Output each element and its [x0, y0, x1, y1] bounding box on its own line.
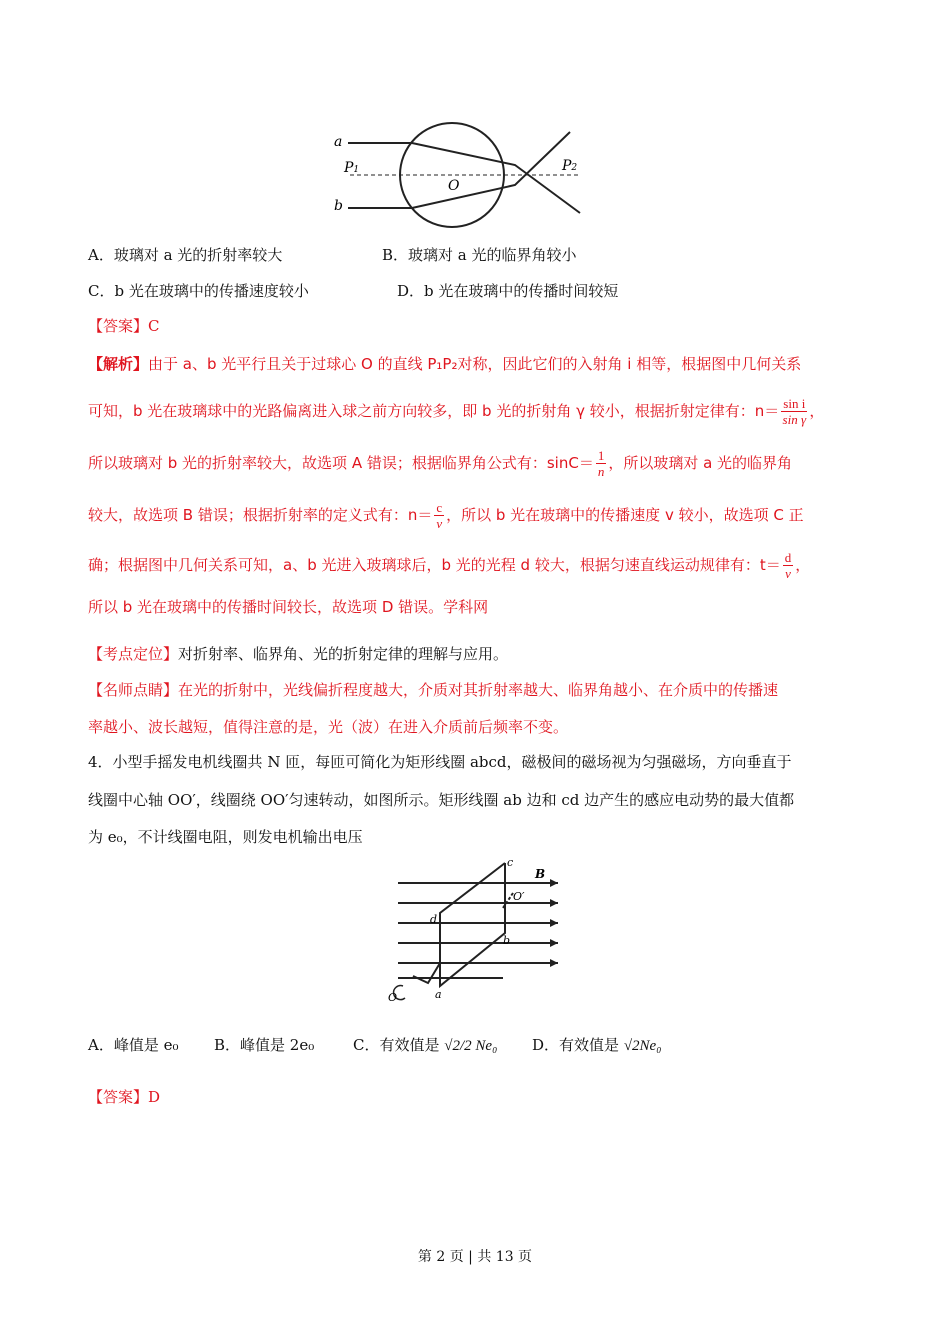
option-text: C．有效值是 [353, 1036, 440, 1054]
numerator: sin i [783, 396, 806, 411]
answer-tag: 【答案】 [88, 1088, 149, 1106]
svg-text:a: a [334, 134, 343, 150]
svg-text:P1: P1 [344, 160, 360, 176]
q4-line-1: 4．小型手摇发电机线圈共 N 匝，每匝可简化为矩形线圈 abcd，磁极间的磁场视为匀强磁场，方向垂直于 [88, 753, 792, 771]
q4-option-b: B．峰值是 2e₀ [214, 1036, 315, 1054]
page-footer: 第 2 页 | 共 13 页 [417, 1249, 533, 1265]
fraction-1-n [596, 448, 607, 479]
kaodian-tag: 【考点定位】 [88, 645, 179, 663]
svg-text:O: O [388, 991, 398, 1003]
denominator: n [597, 464, 605, 479]
analysis-line-2: 可知，b 光在玻璃球中的光路偏离进入球之前方向较多，即 b 光的折射角 γ 较小，根据折射定律有：n＝ $\frac{\text{sin i}}{\text{sin γ}}$ ， [88, 396, 825, 427]
q4-line-3: 为 e₀，不计线圈电阻，则发电机输出电压 [88, 828, 363, 846]
q3-option-c: C．b 光在玻璃中的传播速度较小 [88, 282, 309, 300]
q3-option-b: B．玻璃对 a 光的临界角较小 [382, 246, 577, 264]
numerator: 1 [597, 448, 605, 463]
mingshi-text: 在光的折射中，光线偏折程度越大，介质对其折射率越大、临界角越小、在介质中的传播速 [178, 681, 779, 699]
kaodian-text: 对折射率、临界角、光的折射定律的理解与应用。 [178, 645, 509, 663]
svg-text:b: b [503, 934, 511, 947]
denominator: v [785, 566, 791, 581]
analysis-text: 由于 a、b 光平行且关于过球心 O 的直线 P₁P₂对称，因此它们的入射角 i 相等，根据图中几何关系 [148, 355, 802, 373]
svg-text:B: B [535, 867, 546, 881]
mingshi-line-2: 率越小、波长越短，值得注意的是，光（波）在进入介质前后频率不变。 [88, 718, 569, 736]
option-math: √2/2 Ne₀ [444, 1038, 498, 1054]
analysis-text: ，所以 b 光在玻璃中的传播速度 v 较小，故选项 C 正 [446, 506, 804, 524]
svg-text:c: c [507, 858, 514, 869]
fraction-d-v [783, 550, 794, 581]
analysis-tag: 【解析】 [88, 355, 149, 373]
analysis-line-3 [88, 448, 792, 479]
q4-line-2: 线圈中心轴 OO′，线圈绕 OO′匀速转动，如图所示。矩形线圈 ab 边和 cd 边产生的感应电动势的最大值都 [88, 791, 795, 809]
answer-value: D [148, 1088, 161, 1106]
svg-text:d: d [430, 913, 438, 926]
analysis-text: 确；根据图中几何关系可知，a、b 光进入玻璃球后，b 光的光程 d 较大，根据匀速直线运动规律有：t＝ [88, 556, 781, 574]
q4-option-a: A．峰值是 e₀ [88, 1036, 179, 1054]
analysis-text: ，所以玻璃对 a 光的临界角 [608, 454, 793, 472]
fraction-c-v [434, 500, 444, 531]
option-math: √2Ne₀ [623, 1038, 662, 1054]
numerator: d [784, 550, 792, 565]
analysis-text: 所以玻璃对 b 光的折射率较大，故选项 A 错误；根据临界角公式有：sinC＝ [88, 454, 594, 472]
svg-text:a: a [435, 988, 442, 1001]
denominator: v [436, 516, 443, 531]
glass-sphere-diagram [330, 118, 590, 230]
q4-answer [88, 1087, 160, 1107]
svg-text:O′: O′ [513, 890, 525, 903]
answer-tag: 【答案】 [88, 317, 149, 335]
kaodian [88, 644, 508, 664]
analysis-line-6: 所以 b 光在玻璃中的传播时间较长，故选项 D 错误。学科网 [88, 598, 489, 616]
option-text: D．有效值是 [532, 1036, 620, 1054]
denominator: sin γ [782, 412, 807, 427]
mingshi-line-1 [88, 680, 778, 700]
analysis-text: 较大，故选项 B 错误；根据折射率的定义式有：n＝ [88, 506, 433, 524]
generator-coil-diagram [383, 858, 568, 1003]
analysis-text: 可知，b 光在玻璃球中的光路偏离进入球之前方向较多，即 b 光的折射角 γ 较小，根据折射定律有：n＝ [88, 402, 780, 420]
svg-text:O: O [448, 178, 460, 194]
q3-option-a: A．玻璃对 a 光的折射率较大 [88, 246, 283, 264]
svg-text:P2: P2 [562, 158, 578, 174]
analysis-line-4 [88, 500, 804, 531]
answer-value: C [148, 317, 160, 335]
numerator: c [436, 500, 443, 515]
q4-option-d [532, 1035, 661, 1056]
q3-answer [88, 316, 160, 336]
mingshi-tag: 【名师点睛】 [88, 681, 179, 699]
q3-option-d: D．b 光在玻璃中的传播时间较短 [397, 282, 619, 300]
fraction-sini-siny [781, 396, 807, 427]
svg-text:b: b [334, 198, 343, 214]
analysis-line-5: 确；根据图中几何关系可知，a、b 光进入玻璃球后，b 光的光程 d 较大，根据匀速直线运动规律有：t＝ $\frac{d}{v}$ ， [88, 550, 811, 581]
analysis-line-1 [88, 354, 801, 374]
q4-option-c [353, 1035, 497, 1056]
